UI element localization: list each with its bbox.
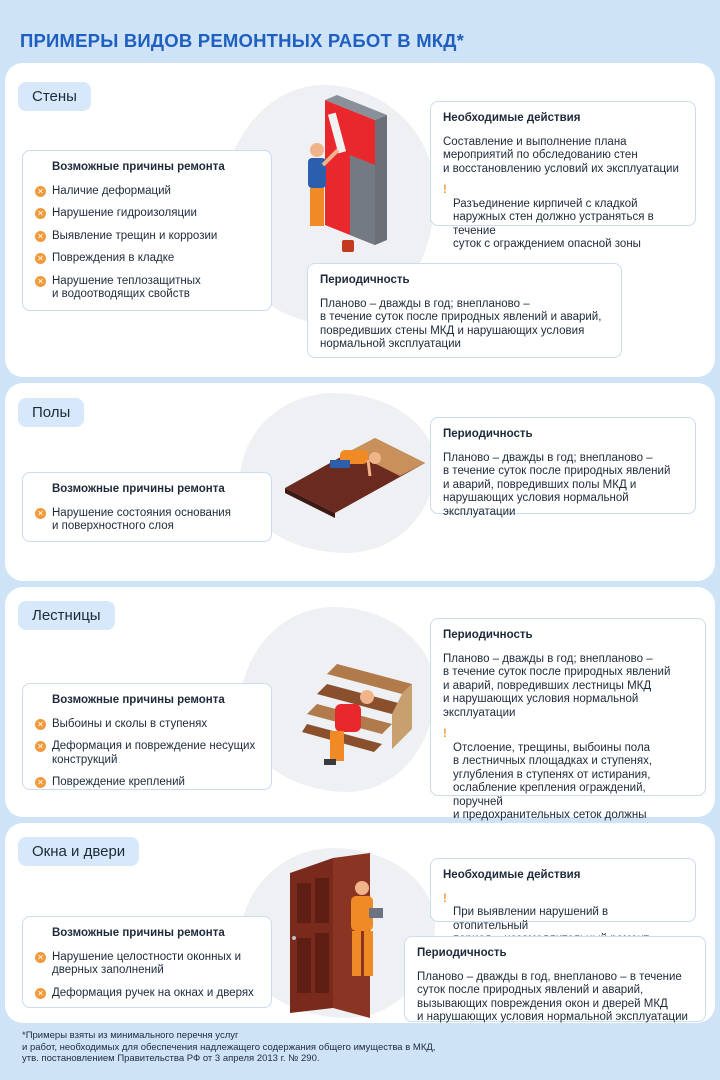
causes-title: Возможные причины ремонта — [52, 694, 225, 706]
causes-title: Возможные причины ремонта — [52, 483, 225, 495]
door-worker-illustration — [285, 853, 395, 1018]
page-title: ПРИМЕРЫ ВИДОВ РЕМОНТНЫХ РАБОТ В МКД* — [20, 30, 465, 51]
list-item: ✕ Нарушение целостности оконных и дверных заполнений — [35, 951, 259, 978]
list-item: ✕ Повреждение креплений — [35, 776, 259, 790]
x-circle-icon: ✕ — [35, 276, 46, 287]
causes-list — [35, 951, 259, 1001]
x-circle-icon: ✕ — [35, 777, 46, 788]
list-item: ✕ Нарушение гидроизоляции — [35, 207, 259, 221]
period-text: Планово – дважды в год; внепланово – в течение суток после природных явлений и аварий, повредивших полы МКД и нарушающих условия нормальной эксплуатации — [443, 451, 671, 518]
x-circle-icon: ✕ — [35, 988, 46, 999]
section-tag-stairs: Лестницы — [18, 601, 115, 630]
section-tag-floors: Полы — [18, 398, 84, 427]
list-item: ✕ Повреждения в кладке — [35, 252, 259, 266]
section-stairs — [5, 587, 715, 821]
period-title: Периодичность — [417, 947, 507, 959]
causes-title: Возможные причины ремонта — [52, 161, 225, 173]
causes-card-walls — [22, 150, 272, 311]
x-circle-icon: ✕ — [35, 186, 46, 197]
causes-card-floors — [22, 472, 272, 542]
floor-worker-illustration — [280, 438, 430, 523]
exclamation-icon: ! — [443, 184, 447, 196]
causes-title: Возможные причины ремонта — [52, 927, 225, 939]
exclamation-icon: ! — [443, 728, 447, 740]
list-item: ✕ Нарушение теплозащитных и водоотводящих свойств — [35, 275, 259, 302]
causes-list — [35, 185, 259, 302]
section-windows-doors — [5, 823, 715, 1023]
causes-list — [35, 507, 259, 534]
causes-card-windows-doors — [22, 916, 272, 1008]
list-item: ✕ Нарушение состояния основания и поверхностного слоя — [35, 507, 259, 534]
period-text: Планово – дважды в год; внепланово – в течение суток после природных явлений и аварий, повредивших стены МКД и нарушающих условия нормальной эксплуатации — [320, 297, 602, 350]
stairs-worker-illustration — [302, 659, 427, 779]
actions-warning: ! При выявлении нарушений в отопительный — [443, 892, 609, 932]
period-warning: ! Отслоение, трещины, выбоины пола в лестничных площадках и ступенях, углубления в ступенях от истирания, ослабление крепления ограждений, поручней и предохранительных сеток должны — [443, 728, 653, 821]
causes-list — [35, 718, 259, 790]
actions-warning: ! Разъединение кирпичей с кладкой наружных стен должно устраняться в течение суток с ограждением опасной зоны — [443, 184, 654, 250]
wall-painter-illustration — [295, 95, 405, 255]
period-title: Периодичность — [320, 274, 410, 286]
period-card-floors — [430, 417, 696, 518]
x-circle-icon: ✕ — [35, 719, 46, 730]
section-floors — [5, 383, 715, 581]
period-card-walls — [307, 263, 622, 358]
period-title: Периодичность — [443, 629, 533, 641]
x-circle-icon: ✕ — [35, 952, 46, 963]
period-text: Планово – дважды в год, внепланово – в течение суток после природных явлений и аварий, вызывающих повреждения окон и дверей МКД и нарушающих условия нормальной эксплуатации — [417, 970, 688, 1023]
list-item: ✕ Выявление трещин и коррозии — [35, 230, 259, 244]
section-walls — [5, 63, 715, 377]
x-circle-icon: ✕ — [35, 508, 46, 519]
actions-card-walls — [430, 101, 696, 250]
actions-title: Необходимые действия — [443, 112, 581, 124]
x-circle-icon: ✕ — [35, 231, 46, 242]
list-item: ✕ Деформация и повреждение несущих конструкций — [35, 740, 259, 767]
x-circle-icon: ✕ — [35, 253, 46, 264]
section-tag-windows-doors: Окна и двери — [18, 837, 139, 866]
causes-card-stairs — [22, 683, 272, 790]
x-circle-icon: ✕ — [35, 741, 46, 752]
period-card-windows-doors — [404, 936, 706, 1022]
list-item: ✕ Выбоины и сколы в ступенях — [35, 718, 259, 732]
period-card-stairs — [430, 618, 706, 821]
period-title: Периодичность — [443, 428, 533, 440]
actions-text: Составление и выполнение плана мероприятий по обследованию стен и восстановлению условий их эксплуатации — [443, 135, 679, 175]
period-text: Планово – дважды в год; внепланово – в течение суток после природных явлений и аварий, повредивших лестницы МКД и нарушающих условия нормальной эксплуатации — [443, 652, 671, 719]
section-tag-walls: Стены — [18, 82, 91, 111]
exclamation-icon: ! — [443, 892, 447, 905]
list-item: ✕ Деформация ручек на окнах и дверях — [35, 987, 259, 1001]
x-circle-icon: ✕ — [35, 208, 46, 219]
actions-title: Необходимые действия — [443, 869, 581, 881]
list-item: ✕ Наличие деформаций — [35, 185, 259, 199]
footnote: *Примеры взяты из минимального перечня услуг и работ, необходимых для обеспечения надлежащего содержания общего имущества в МКД, утв. постановлением Правительства РФ от 3 апреля 2013 г. № 290. — [22, 1030, 436, 1064]
actions-card-windows-doors — [430, 858, 696, 932]
